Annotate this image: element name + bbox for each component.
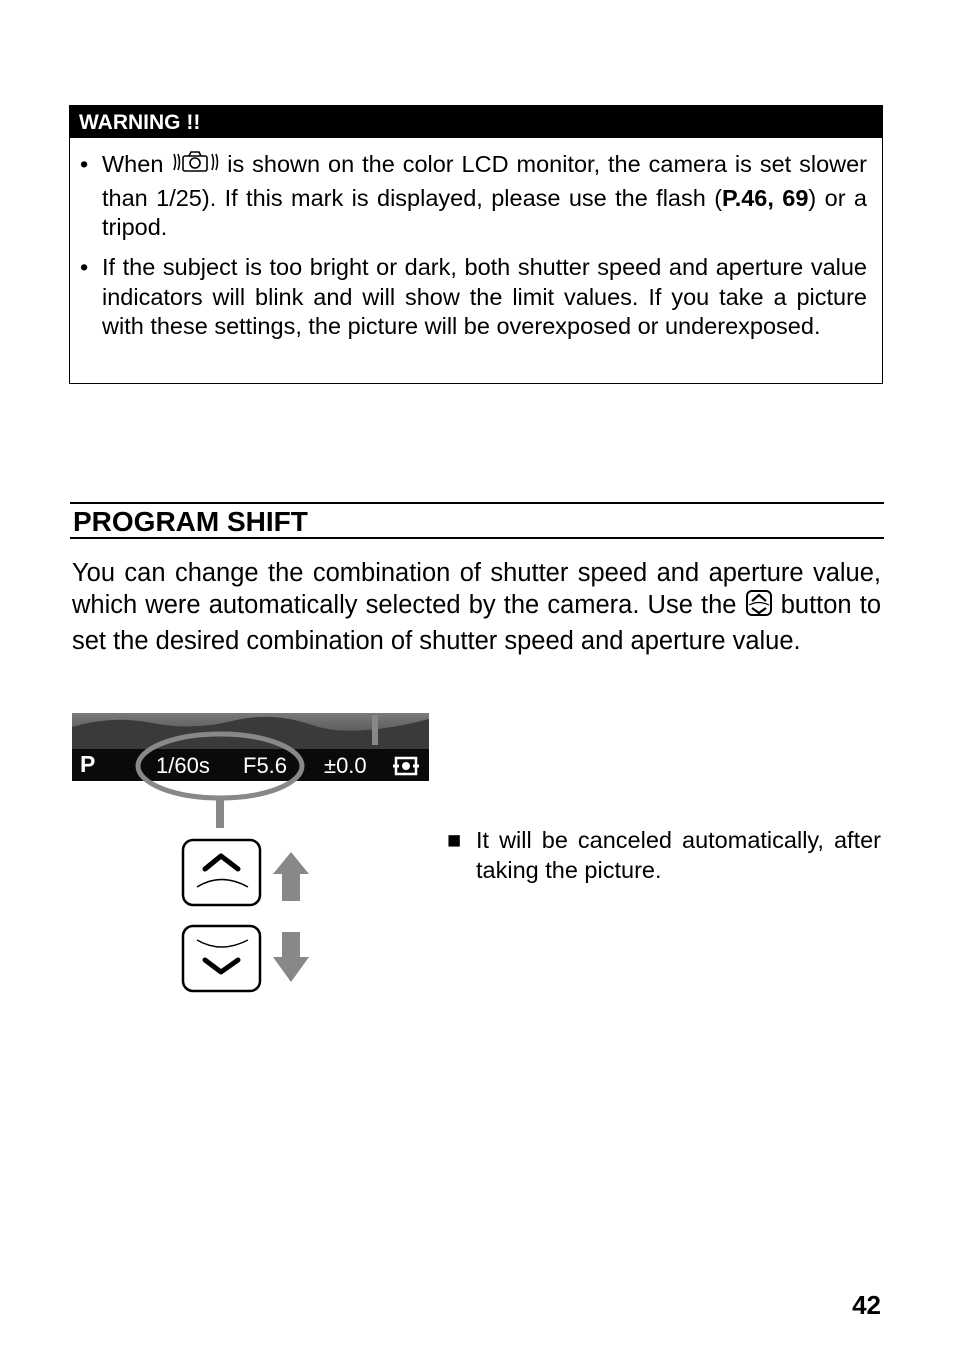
down-button-icon — [183, 926, 260, 991]
section-title: PROGRAM SHIFT — [70, 502, 884, 539]
bullet-1-end: ) or a tripod. — [102, 184, 867, 240]
square-bullet-icon: ■ — [447, 827, 462, 853]
lcd-mode: P — [80, 751, 96, 777]
up-button-icon — [183, 840, 260, 905]
warning-title: WARNING !! — [70, 106, 882, 138]
warning-bullet-2 — [80, 253, 867, 342]
highlight-ring — [138, 734, 302, 798]
button-diagram — [130, 722, 350, 1002]
body-paragraph — [72, 557, 881, 657]
lcd-shutter-speed: 1/60s — [156, 753, 210, 778]
page-number: 42 — [852, 1290, 881, 1320]
up-down-button-icon — [745, 589, 773, 625]
bullet-1-after: is shown on the color LCD monitor, the camera is set slower than 1/25). If this mark is displayed, please use the flash ( — [102, 151, 868, 211]
note-text: It will be canceled automatically, after taking the picture. — [476, 827, 881, 883]
camera-shake-icon — [171, 150, 219, 184]
warning-bullet-1 — [80, 150, 867, 243]
arrow-up-icon — [273, 852, 309, 901]
bullet-2-text: If the subject is too bright or dark, both shutter speed and aperture value indicators will blink and will show the limit values. If you take a picture with these settings, the picture will be overexposed or underexposed. — [102, 254, 867, 339]
evaluative-metering-icon — [393, 756, 419, 781]
arrow-down-icon — [273, 932, 309, 982]
note — [447, 826, 881, 885]
bullet-dot: • — [80, 151, 89, 177]
para-after: button to set the desired combination of shutter speed and aperture value. — [72, 591, 881, 655]
page-reference: P.46, 69 — [722, 184, 809, 211]
bullet-dot: • — [80, 254, 89, 280]
warning-box — [69, 105, 883, 384]
lcd-exposure-comp: ±0.0 — [324, 753, 367, 778]
connector-line — [216, 798, 224, 828]
para-before: You can change the combination of shutter speed and aperture value, which were automatically selected by the camera. Use the — [72, 559, 881, 619]
lcd-aperture: F5.6 — [243, 753, 288, 778]
bullet-1-before: When — [102, 151, 164, 177]
